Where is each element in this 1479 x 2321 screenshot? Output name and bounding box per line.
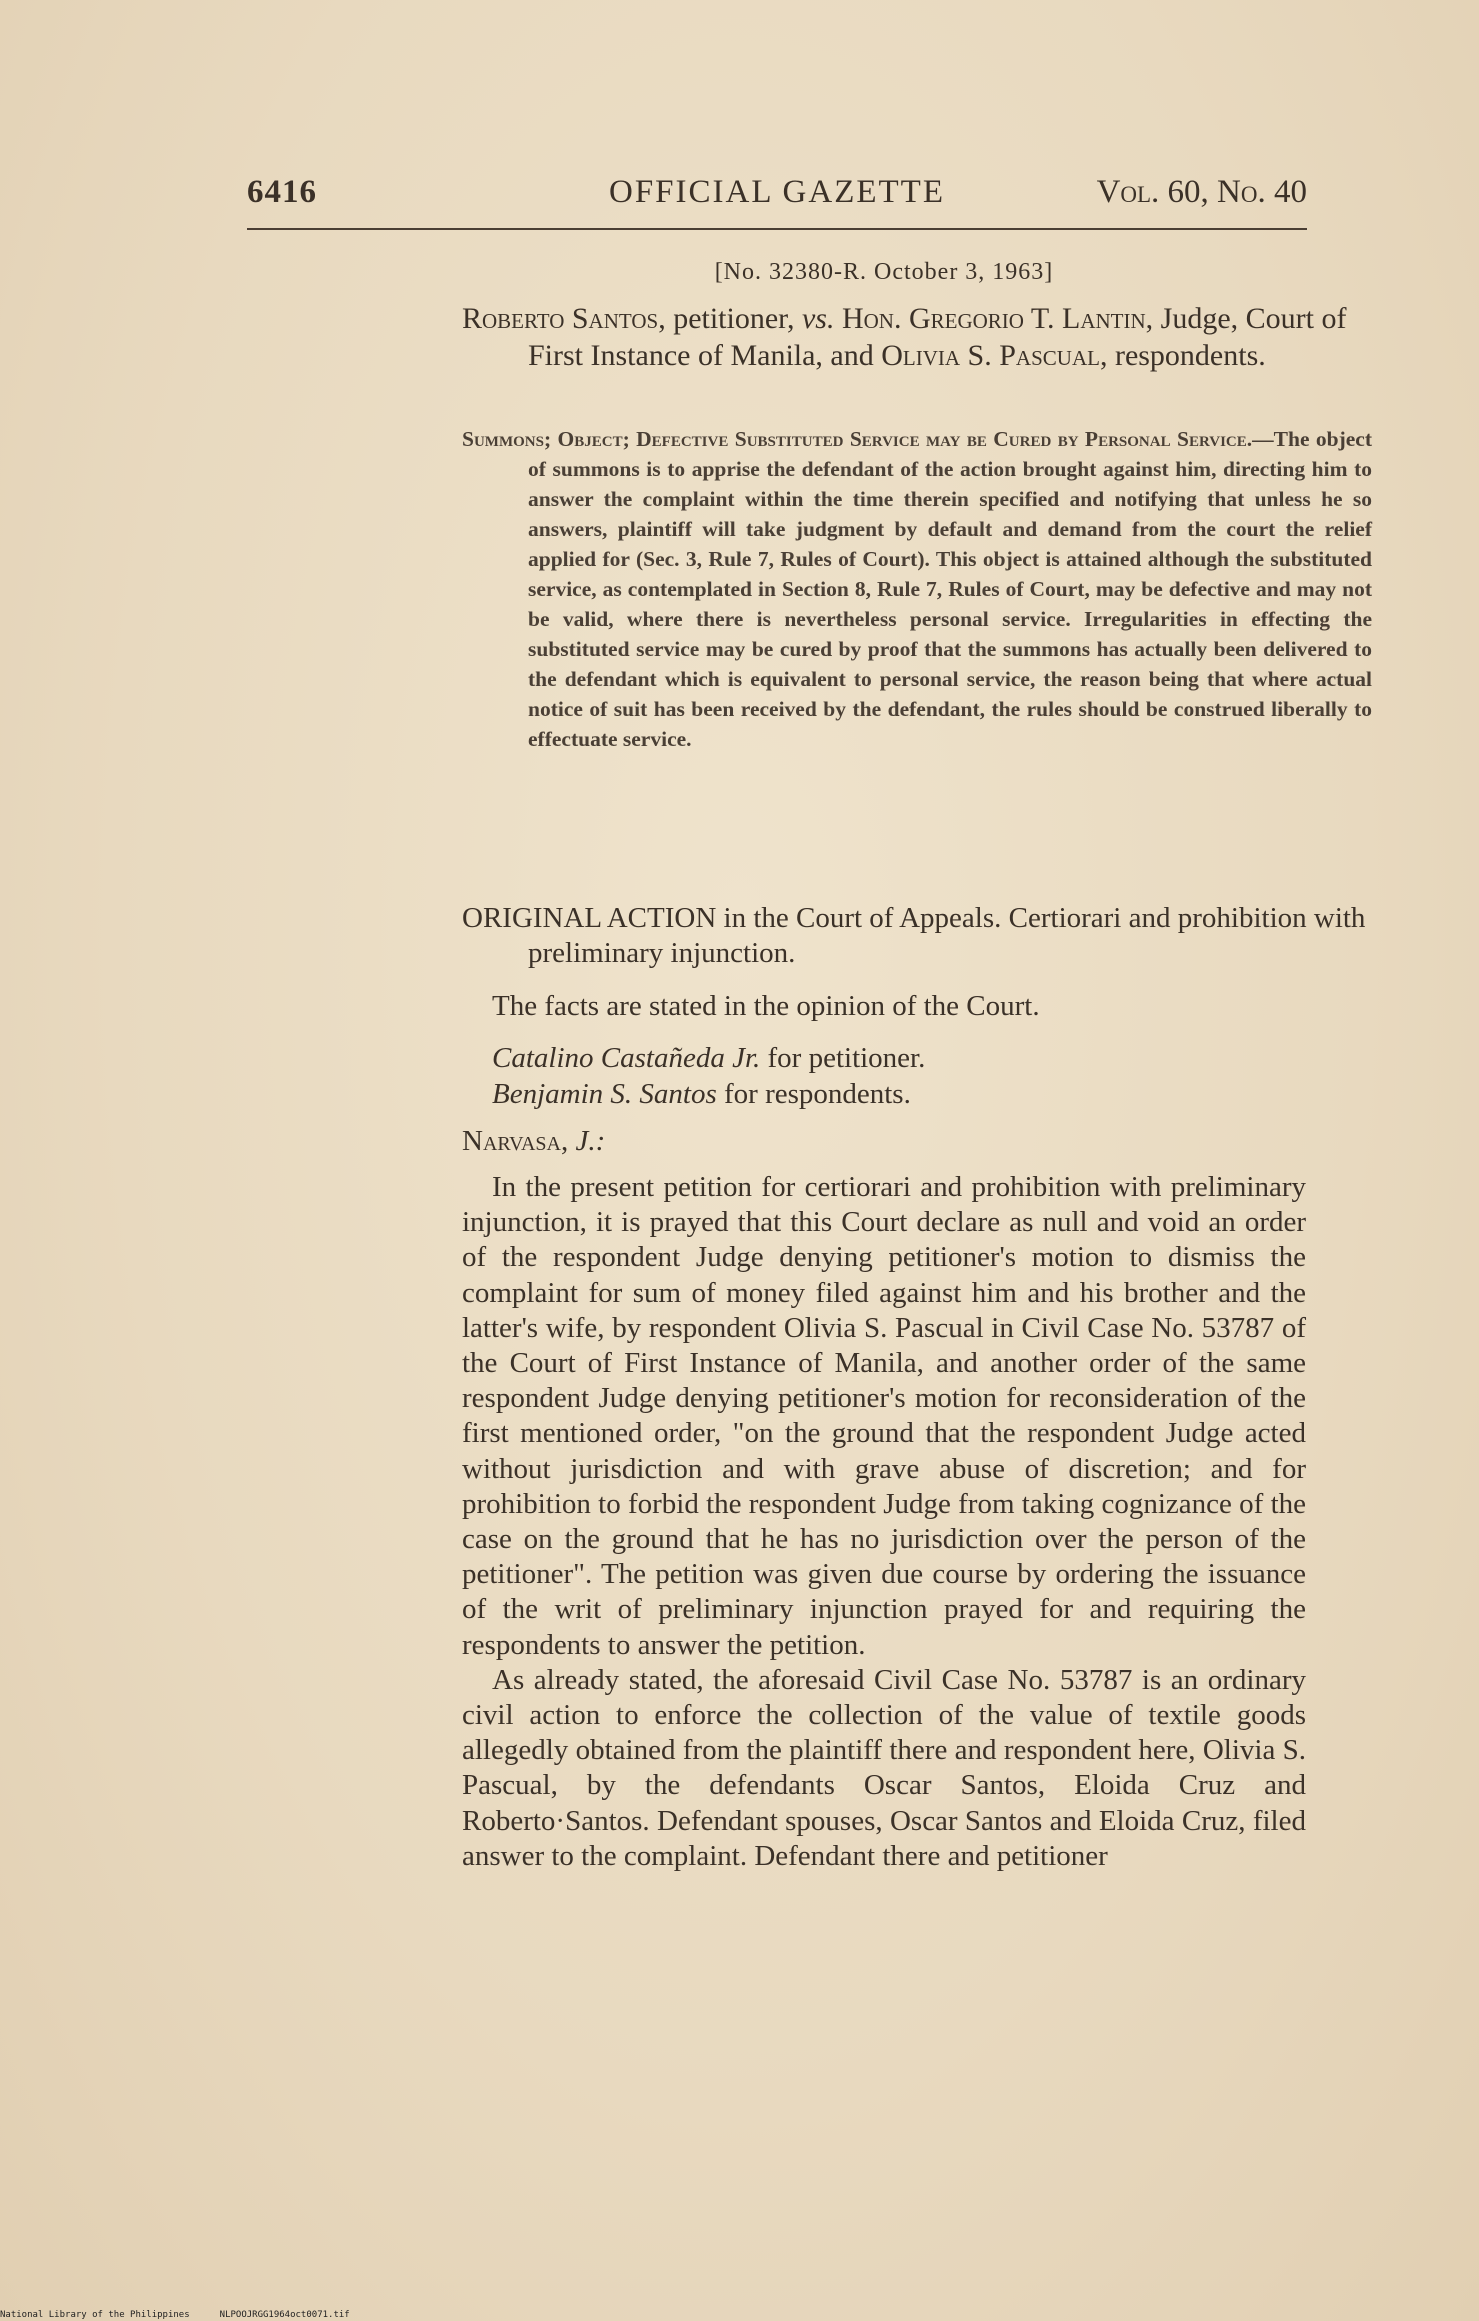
respondent-role: , respondents. [1099,339,1266,372]
gazette-title: OFFICIAL GAZETTE [609,174,945,210]
scan-footer [0,2310,380,2320]
versus: vs. [801,302,835,335]
judge-suffix: J.: [575,1125,606,1157]
library-name: National Library of the Philippines [0,2310,190,2320]
original-action: ORIGINAL ACTION in the Court of Appeals. Certiorari and prohibition with preliminary injunction. [462,902,1366,969]
case-number-date: [No. 32380-R. October 3, 1963] [714,259,1054,285]
opinion-body [462,1170,1306,1874]
counsel-list [462,1040,1336,1112]
petitioner-name: Roberto Santos [462,302,659,335]
counsel-name: Benjamin S. Santos [492,1078,717,1110]
opinion-paragraph: As already stated, the aforesaid Civil Case No. 53787 is an ordinary civil action to enforce the collection of the value of textile goods allegedly obtained from the plaintiff there and respondent here, Olivia S. Pascual, by the defendants Oscar Santos, Eloida Cruz and Roberto·Santos. Defendant spouses, Oscar Santos and Eloida Cruz, filed answer to the complaint. Defendant there and petitioner [462,1663,1306,1872]
file-id: NLPOOJRGG1964oct0071.tif [219,2310,350,2320]
respondent-judge-role: , Judge, Court of First Instance of Manila, and [528,302,1347,372]
syllabus-heading: Summons; Object; Defective Substituted Service may be Cured by Personal Service. [462,427,1253,451]
counsel-name: Catalino Castañeda Jr. [492,1042,761,1074]
petitioner-role: , petitioner, [658,302,802,335]
page-header [247,170,1307,222]
header-rule [247,228,1307,230]
counsel-petitioner [492,1040,1336,1076]
ponente: Narvasa, J.: [462,1125,606,1157]
syllabus-text: —The object of summons is to apprise the defendant of the action brought against him, directing him to answer the complaint within the time therein specified and notifying that unless he so answers, plaintiff will take judgment by default and demand from the court the relief applied for (Sec. 3, Rule 7, Rules of Court). This object is attained although the substituted service, as contemplated in Section 8, Rule 7, Rules of Court, may be defective and may not be valid, where there is nevertheless personal service. Irregularities in effecting the substituted service may be cured by proof that the summons has actually been delivered to the defendant which is equivalent to personal service, the reason being that where actual notice of suit has been received by the defendant, the rules should be construed liberally to effectuate service. [528,427,1372,751]
respondent-judge-name: Hon. Gregorio T. Lantin [841,302,1146,335]
opinion-paragraph: In the present petition for certiorari and prohibition with preliminary injunction, it is prayed that this Court declare as null and void an order of the respondent Judge denying petitioner's motion to dismiss the complaint for sum of money filed against him and his brother and the latter's wife, by respondent Olivia S. Pascual in Civil Case No. 53787 of the Court of First Instance of Manila, and another order of the same respondent Judge denying petitioner's motion for reconsideration of the first mentioned order, "on the ground that the respondent Judge acted without jurisdiction and with grave abuse of discretion; and for prohibition to forbid the respondent Judge from taking cognizance of the case on the ground that he has no jurisdiction over the person of the petitioner". The petition was given due course by ordering the issuance of the writ of preliminary injunction prayed for and requiring the respondents to answer the petition. [462,1171,1307,1661]
case-parties [462,300,1372,374]
facts-statement: The facts are stated in the opinion of the Court. [492,990,1040,1022]
judge-name: Narvasa [462,1125,561,1157]
volume-number: Vol. 60, No. 40 [1096,174,1307,210]
page-number: 6416 [247,174,317,210]
syllabus [462,424,1372,754]
counsel-role: for respondents. [716,1078,911,1110]
counsel-role: for petitioner. [760,1042,926,1074]
respondent-name: Olivia S. Pascual [881,339,1100,372]
counsel-respondents [492,1076,1336,1112]
